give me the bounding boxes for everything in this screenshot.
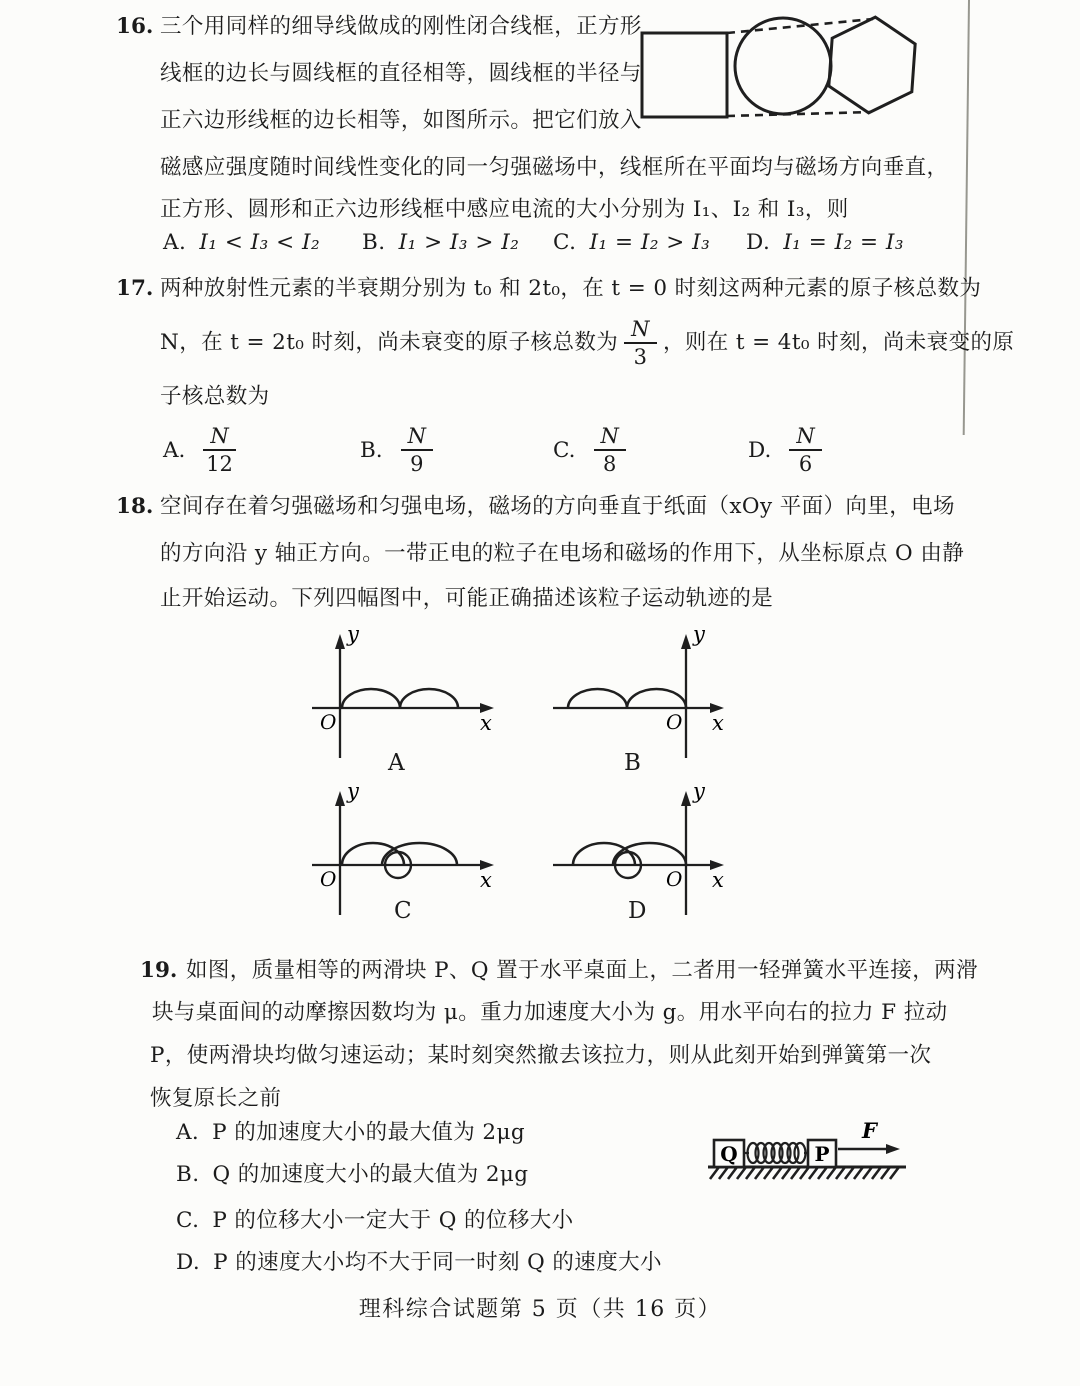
question-17-line-1: 两种放射性元素的半衰期分别为 t₀ 和 2t₀，在 t = 0 时刻这两种元素的原子核总数为 — [160, 276, 982, 301]
option-text: P 的速度大小均不大于同一时刻 Q 的速度大小 — [213, 1250, 662, 1275]
option-label: D. — [746, 230, 771, 255]
option-label: C. — [553, 230, 577, 255]
block-q-label: Q — [720, 1142, 738, 1166]
option-formula: I₁ = I₂ = I₃ — [783, 230, 905, 255]
fraction-n-3 — [624, 318, 657, 368]
spring-coils — [748, 1143, 806, 1163]
fraction-numerator: N — [789, 425, 821, 451]
option-text: P 的加速度大小的最大值为 2μg — [212, 1120, 526, 1145]
question-19-number: 19. — [140, 958, 178, 983]
question-19-option-b — [176, 1162, 528, 1188]
question-19-option-d — [176, 1250, 662, 1276]
fraction-numerator: N — [401, 425, 433, 451]
y-axis-arrow — [335, 634, 345, 649]
trajectory-curve — [342, 843, 457, 865]
fraction-denominator: 3 — [633, 345, 648, 369]
y-axis-arrow — [335, 791, 345, 806]
fraction-numerator: N — [624, 318, 657, 344]
question-16-option-d — [746, 230, 904, 256]
option-formula: I₁ < I₃ < I₂ — [199, 230, 321, 255]
square-frame — [642, 33, 727, 117]
option-formula: I₁ = I₂ > I₃ — [589, 230, 711, 255]
plot-a-label: A — [388, 750, 406, 776]
question-17-option-b — [360, 420, 439, 480]
question-19-line-1: 如图，质量相等的两滑块 P、Q 置于水平桌面上，二者用一轻弹簧水平连接，两滑 — [186, 958, 978, 983]
y-axis-label: y — [693, 779, 705, 803]
question-18-line-3: 止开始运动。下列四幅图中，可能正确描述该粒子运动轨迹的是 — [160, 586, 774, 611]
question-18-number: 18. — [116, 494, 154, 519]
trajectory-curve — [568, 689, 686, 708]
option-label: A. — [176, 1120, 200, 1145]
x-axis-label: x — [712, 868, 724, 892]
question-16-number: 16. — [116, 14, 154, 39]
plot-d-label: D — [628, 898, 648, 924]
question-17-option-d — [748, 420, 828, 480]
y-axis-label: y — [693, 622, 705, 646]
option-label: B. — [362, 230, 386, 255]
fraction-denominator: 12 — [206, 452, 233, 476]
option-label: C. — [553, 437, 576, 463]
option-label: A. — [163, 230, 187, 255]
origin-label: O — [320, 867, 337, 891]
x-axis-label: x — [480, 868, 492, 892]
option-text: P 的位移大小一定大于 Q 的位移大小 — [212, 1208, 574, 1233]
option-label: D. — [748, 437, 772, 463]
question-18-line-2: 的方向沿 y 轴正方向。一带正电的粒子在电场和磁场的作用下，从坐标原点 O 由静 — [160, 541, 965, 566]
fraction-numerator: N — [203, 425, 235, 451]
fraction-denominator: 6 — [798, 452, 813, 476]
option-label: B. — [360, 437, 383, 463]
fraction-numerator: N — [594, 425, 626, 451]
option-text: Q 的加速度大小的最大值为 2μg — [212, 1162, 529, 1187]
question-17-option-c — [553, 420, 632, 480]
trajectory-curve — [573, 843, 686, 865]
x-axis-label: x — [480, 711, 492, 735]
question-16-line-4: 磁感应强度随时间线性变化的同一匀强磁场中，线框所在平面均与磁场方向垂直， — [160, 155, 949, 180]
question-16-option-c — [553, 230, 710, 256]
plot-b-label: B — [624, 750, 642, 776]
y-axis-arrow — [681, 634, 691, 649]
fraction-n-9 — [401, 425, 433, 475]
y-axis-label: y — [347, 622, 359, 646]
block-p-label: P — [814, 1142, 830, 1166]
hexagon-frame — [827, 14, 917, 116]
option-label: B. — [176, 1162, 200, 1187]
question-19-line-4: 恢复原长之前 — [150, 1086, 282, 1111]
fraction-n-6 — [789, 425, 821, 475]
question-16-line-5: 正方形、圆形和正六边形线框中感应电流的大小分别为 I₁、I₂ 和 I₃，则 — [160, 197, 849, 222]
question-19-option-c — [176, 1208, 574, 1234]
trajectory-plot-d — [486, 770, 726, 920]
fraction-n-12 — [203, 425, 235, 475]
question-19-figure — [700, 1122, 912, 1186]
plot-c-label: C — [394, 898, 413, 924]
x-axis-label: x — [712, 711, 724, 735]
question-16-line-3: 正六边形线框的边长相等，如图所示。把它们放入 — [160, 108, 642, 133]
question-19-line-3: P，使两滑块均做匀速运动；某时刻突然撤去该拉力，则从此刻开始到弹簧第一次 — [150, 1043, 932, 1068]
trajectory-curve — [342, 689, 458, 708]
ground-hatching — [710, 1167, 899, 1179]
y-axis-label: y — [347, 779, 359, 803]
page-footer: 理科综合试题第 5 页（共 16 页） — [358, 1297, 722, 1322]
question-16-option-b — [362, 230, 519, 256]
question-19-option-a — [176, 1120, 525, 1146]
force-arrowhead — [886, 1144, 900, 1154]
option-label: D. — [176, 1250, 201, 1275]
option-formula: I₁ > I₃ > I₂ — [398, 230, 520, 255]
fraction-denominator: 9 — [410, 452, 424, 476]
line-2-text-post: ，则在 t = 4t₀ 时刻，尚未衰变的原 — [662, 330, 1015, 356]
question-17-line-3: 子核总数为 — [160, 384, 270, 409]
question-17-option-a — [163, 420, 242, 480]
circle-frame — [735, 18, 831, 114]
question-16-option-a — [163, 230, 320, 256]
question-18-line-1: 空间存在着匀强磁场和匀强电场，磁场的方向垂直于纸面（xOy 平面）向里，电场 — [160, 494, 955, 519]
line-2-text-pre: N，在 t = 2t₀ 时刻，尚未衰变的原子核总数为 — [160, 330, 619, 356]
question-17-number: 17. — [116, 276, 154, 301]
force-label: F — [862, 1122, 877, 1143]
trajectory-plot-b — [486, 613, 726, 763]
question-19-line-2: 块与桌面间的动摩擦因数均为 μ。重力加速度大小为 g。用水平向右的拉力 F 拉动 — [152, 1000, 948, 1025]
y-axis-arrow — [681, 791, 691, 806]
origin-label: O — [666, 710, 683, 734]
question-16-figure — [635, 14, 927, 126]
option-label: A. — [163, 437, 186, 463]
origin-label: O — [666, 867, 683, 891]
fraction-denominator: 8 — [603, 452, 617, 476]
origin-label: O — [320, 710, 337, 734]
question-16-line-2: 线框的边长与圆线框的直径相等，圆线框的半径与 — [160, 61, 642, 86]
question-16-line-1: 三个用同样的细导线做成的刚性闭合线框，正方形 — [160, 14, 642, 39]
question-17-line-2 — [160, 312, 1014, 374]
option-label: C. — [176, 1208, 200, 1233]
fraction-n-8 — [594, 425, 626, 475]
